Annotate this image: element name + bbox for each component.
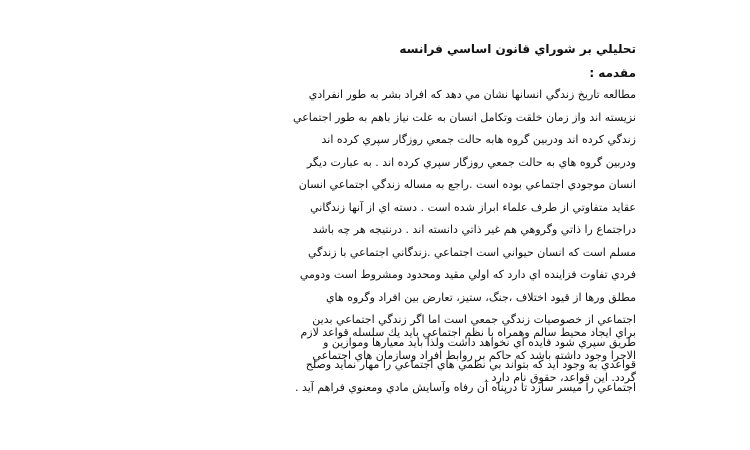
text-line: مسلم است كه انسان حيواني است اجتماعي .زندگاني اجتماعي با زندگي xyxy=(307,245,636,259)
text-line: عقايد متفاوتي از طرف علماء ابراز شده است . دسته اي از آنها زندگاني xyxy=(310,200,636,214)
text-line: دراجتماع را ذاتي وگروهي هم غير ذاتي دانسته اند . درنتيجه هر چه باشد xyxy=(312,223,636,236)
text-line: قواعدي به وجود آيد كه بتواند بي نظمي هاي اجتماعي را مهار نمايد وصلح xyxy=(305,358,636,371)
text-line: ودربين گروه هاي به حالت جمعي روزگار سپري كرده اند . به عبارت ديگر xyxy=(306,155,636,169)
text-line: گردد. اين قواعد، حقوق نام دارد . xyxy=(484,371,636,384)
text-line: اجتماعي را ميسر سازد تا درپناه آن رفاه وآسايش مادي ومعنوي فراهم آيد . xyxy=(294,380,636,394)
text-line: الاجرا وجود داشته باشد كه حاكم بر روابط افراد وسازمان هاي اجتماعي xyxy=(312,348,636,362)
text-line: براي ايجاد محيط سالم وهمراه با نظم اجتماعي بايد يك سلسله قواعد لازم xyxy=(300,326,636,339)
text-line: مطلق ورها از قيود اختلاف ،جنگ، ستيز، تعارض بين افراد وگروه هاي xyxy=(325,290,636,304)
text-line: اجتماعي از خصوصيات زندگي جمعي است اما اگر زندگي اجتماعي بدين xyxy=(312,313,636,326)
text-line: نزيسته اند واز زمان خلقت وتكامل انسان به علت نياز باهم به طور اجتماعي xyxy=(293,110,636,124)
document-title: تحليلي بر شوراي قانون اساسي فرانسه xyxy=(399,42,636,56)
text-line: انسان موجودي اجتماعي بوده است .راجع به مساله زندگي اجتماعي انسان xyxy=(298,178,636,191)
text-line: فردي تفاوت فزاينده اي دارد كه اولي مقيد ومحدود ومشروط است ودومي xyxy=(299,268,636,281)
section-heading: مقدمه : xyxy=(589,66,636,80)
text-line: مطالعه تاريخ زندگي انسانها نشان مي دهد كه افراد بشر به طور انفرادي xyxy=(308,88,636,101)
paragraph-2 xyxy=(106,322,636,390)
text-line: طريق سپري شود فايده اي نخواهد داشت ولذا بايد معيارها وموازين و xyxy=(323,335,636,349)
text-line: زندگي كرده اند ودربين گروه هابه حالت جمعي روزگار سپري كرده اند xyxy=(321,133,636,146)
